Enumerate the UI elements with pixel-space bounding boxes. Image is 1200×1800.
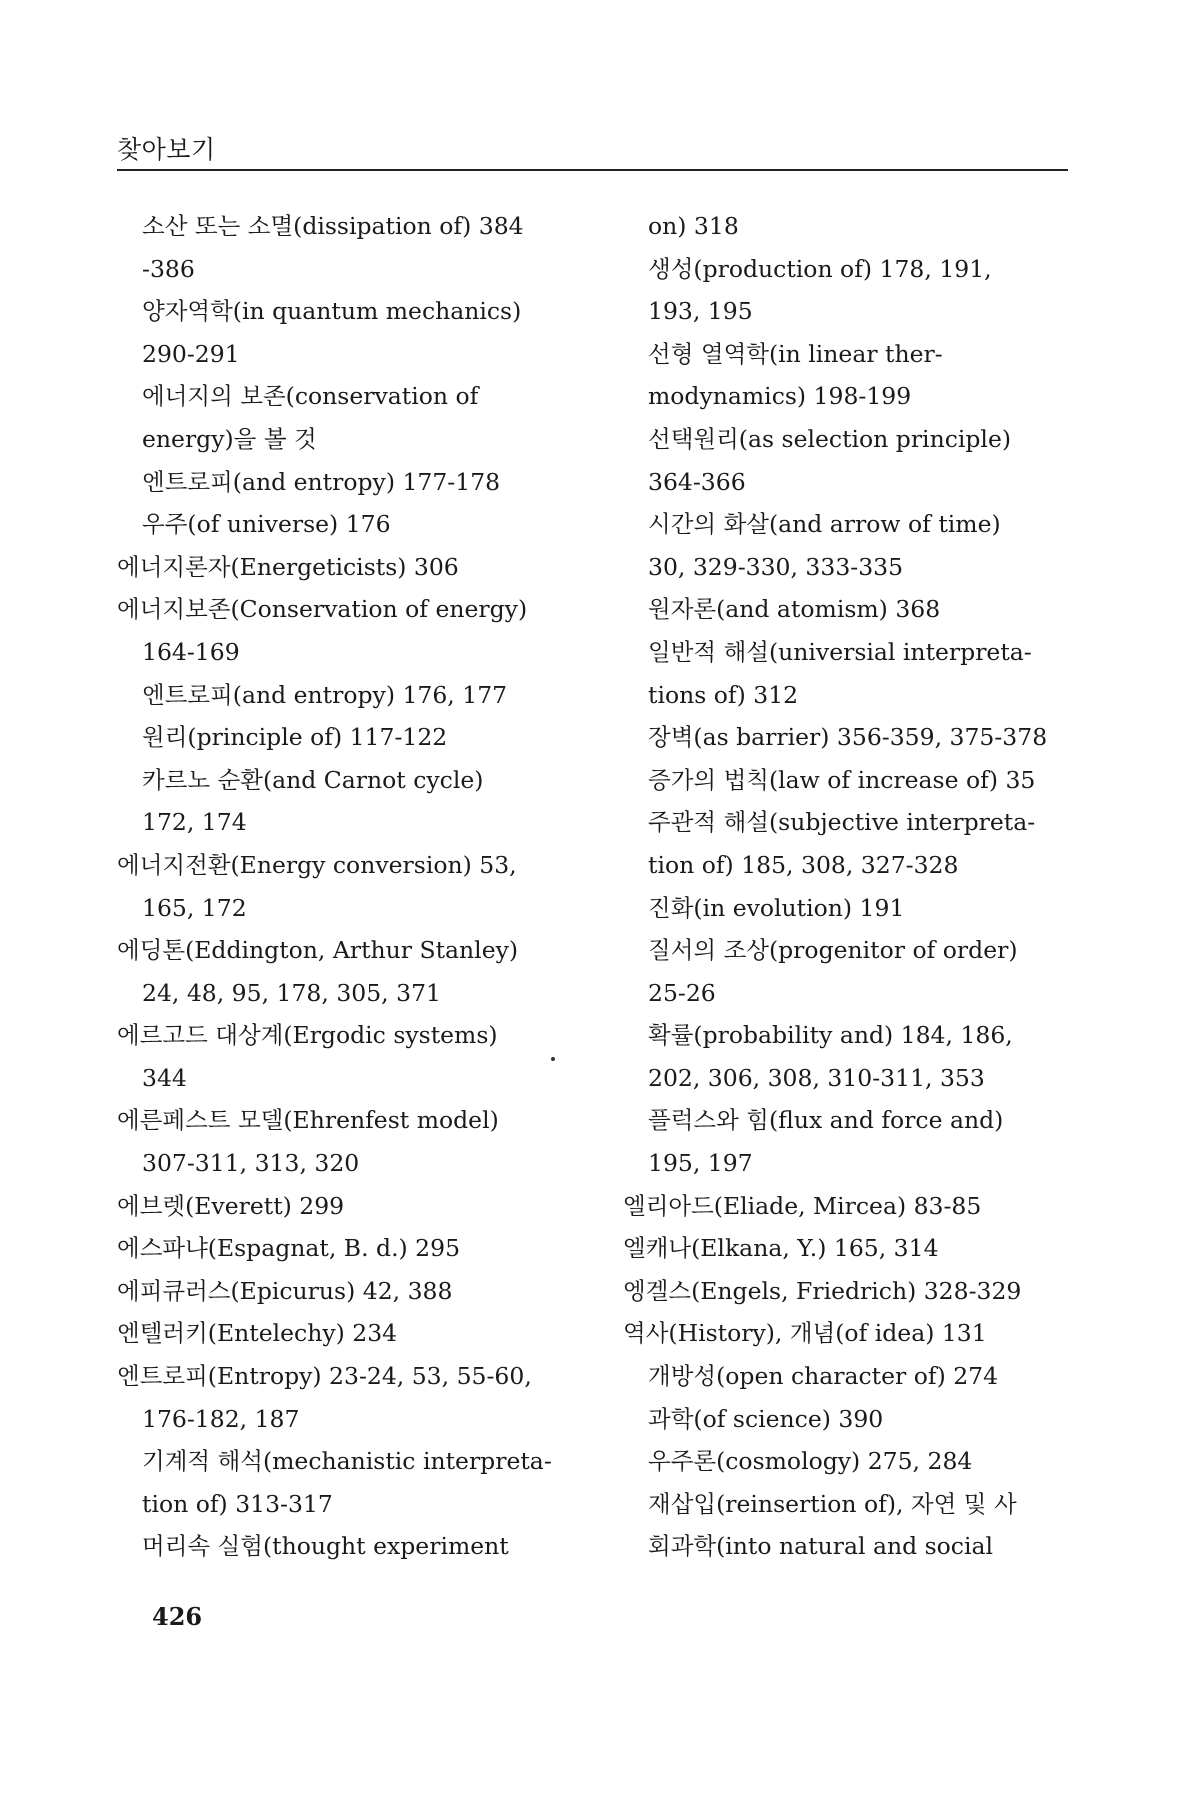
index-line: 장벽(as barrier) 356-359, 375-378 bbox=[648, 723, 1048, 752]
index-line: 엔트로피(and entropy) 176, 177 bbox=[142, 680, 508, 709]
print-speck bbox=[551, 1057, 555, 1061]
index-line: 개방성(open character of) 274 bbox=[648, 1362, 999, 1391]
index-line: 생성(production of) 178, 191, bbox=[648, 254, 992, 283]
index-line: 30, 329-330, 333-335 bbox=[648, 552, 904, 581]
index-line: 선택원리(as selection principle) bbox=[648, 424, 1012, 453]
index-line: 과학(of science) 390 bbox=[648, 1404, 884, 1433]
page-number: 426 bbox=[152, 1602, 203, 1631]
index-line: 307-311, 313, 320 bbox=[142, 1149, 360, 1178]
index-line: 엘캐나(Elkana, Y.) 165, 314 bbox=[623, 1234, 939, 1263]
index-line: 역사(History), 개념(of idea) 131 bbox=[623, 1319, 987, 1348]
index-line: 카르노 순환(and Carnot cycle) bbox=[142, 765, 484, 794]
index-line: 에너지전환(Energy conversion) 53, bbox=[117, 850, 517, 879]
index-line: 일반적 해설(universial interpreta- bbox=[648, 637, 1032, 666]
index-line: 재삽입(reinsertion of), 자연 및 사 bbox=[648, 1489, 1017, 1518]
index-line: 시간의 화살(and arrow of time) bbox=[648, 510, 1001, 539]
index-line: 202, 306, 308, 310-311, 353 bbox=[648, 1063, 985, 1092]
index-line: 에스파냐(Espagnat, B. d.) 295 bbox=[117, 1234, 461, 1263]
index-line: -386 bbox=[142, 254, 195, 283]
index-column-left bbox=[117, 205, 577, 1568]
header-divider bbox=[117, 169, 1068, 171]
index-line: 176-182, 187 bbox=[142, 1404, 300, 1433]
index-line: 확률(probability and) 184, 186, bbox=[648, 1021, 1013, 1050]
index-line: 주관적 해설(subjective interpreta- bbox=[648, 808, 1036, 837]
index-line: 172, 174 bbox=[142, 808, 247, 837]
index-line: 원자론(and atomism) 368 bbox=[648, 595, 941, 624]
index-line: 머리속 실험(thought experiment bbox=[142, 1532, 509, 1561]
index-line: 에너지론자(Energeticists) 306 bbox=[117, 552, 459, 581]
index-line: tion of) 185, 308, 327-328 bbox=[648, 850, 959, 879]
index-line: 에브렛(Everett) 299 bbox=[117, 1191, 345, 1220]
index-line: 엔트로피(Entropy) 23-24, 53, 55-60, bbox=[117, 1362, 532, 1391]
index-column-right bbox=[623, 205, 1078, 1568]
index-line: tion of) 313-317 bbox=[142, 1489, 333, 1518]
index-line: 364-366 bbox=[648, 467, 746, 496]
index-line: modynamics) 198-199 bbox=[648, 382, 912, 411]
index-line: 엘리아드(Eliade, Mircea) 83-85 bbox=[623, 1191, 982, 1220]
index-line: 진화(in evolution) 191 bbox=[648, 893, 905, 922]
index-line: 193, 195 bbox=[648, 297, 753, 326]
index-line: 회과학(into natural and social bbox=[648, 1532, 994, 1561]
index-line: 원리(principle of) 117-122 bbox=[142, 723, 448, 752]
page-title: 찾아보기 bbox=[117, 135, 216, 164]
index-line: 에너지의 보존(conservation of bbox=[142, 382, 479, 411]
index-line: 소산 또는 소멸(dissipation of) 384 bbox=[142, 212, 524, 240]
index-line: 양자역학(in quantum mechanics) bbox=[142, 297, 522, 326]
index-line: 164-169 bbox=[142, 637, 240, 666]
index-line: 증가의 법칙(law of increase of) 35 bbox=[648, 765, 1036, 794]
index-line: 290-291 bbox=[142, 339, 240, 368]
index-line: 에르고드 대상계(Ergodic systems) bbox=[117, 1021, 498, 1050]
index-line: 165, 172 bbox=[142, 893, 247, 922]
index-line: 우주론(cosmology) 275, 284 bbox=[648, 1447, 973, 1476]
index-line: 질서의 조상(progenitor of order) bbox=[648, 936, 1018, 965]
index-line: 선형 열역학(in linear ther- bbox=[648, 339, 943, 368]
index-line: 에피큐러스(Epicurus) 42, 388 bbox=[117, 1276, 453, 1305]
index-line: 우주(of universe) 176 bbox=[142, 510, 391, 539]
index-line: 에너지보존(Conservation of energy) bbox=[117, 595, 528, 624]
index-line: 에딩톤(Eddington, Arthur Stanley) bbox=[117, 936, 519, 965]
index-line: 25-26 bbox=[648, 978, 716, 1007]
index-line: 플럭스와 힘(flux and force and) bbox=[648, 1106, 1004, 1135]
index-line: 344 bbox=[142, 1063, 187, 1092]
index-line: energy)을 볼 것 bbox=[142, 424, 317, 453]
index-line: 24, 48, 95, 178, 305, 371 bbox=[142, 978, 441, 1007]
index-line: 기계적 해석(mechanistic interpreta- bbox=[142, 1447, 552, 1476]
index-line: 에른페스트 모델(Ehrenfest model) bbox=[117, 1106, 499, 1135]
index-line: 195, 197 bbox=[648, 1149, 753, 1178]
index-line: 엥겔스(Engels, Friedrich) 328-329 bbox=[623, 1276, 1022, 1305]
index-line: 엔텔러키(Entelechy) 234 bbox=[117, 1319, 398, 1348]
index-line: tions of) 312 bbox=[648, 680, 799, 709]
index-line: 엔트로피(and entropy) 177-178 bbox=[142, 467, 501, 496]
index-line: on) 318 bbox=[648, 212, 739, 240]
